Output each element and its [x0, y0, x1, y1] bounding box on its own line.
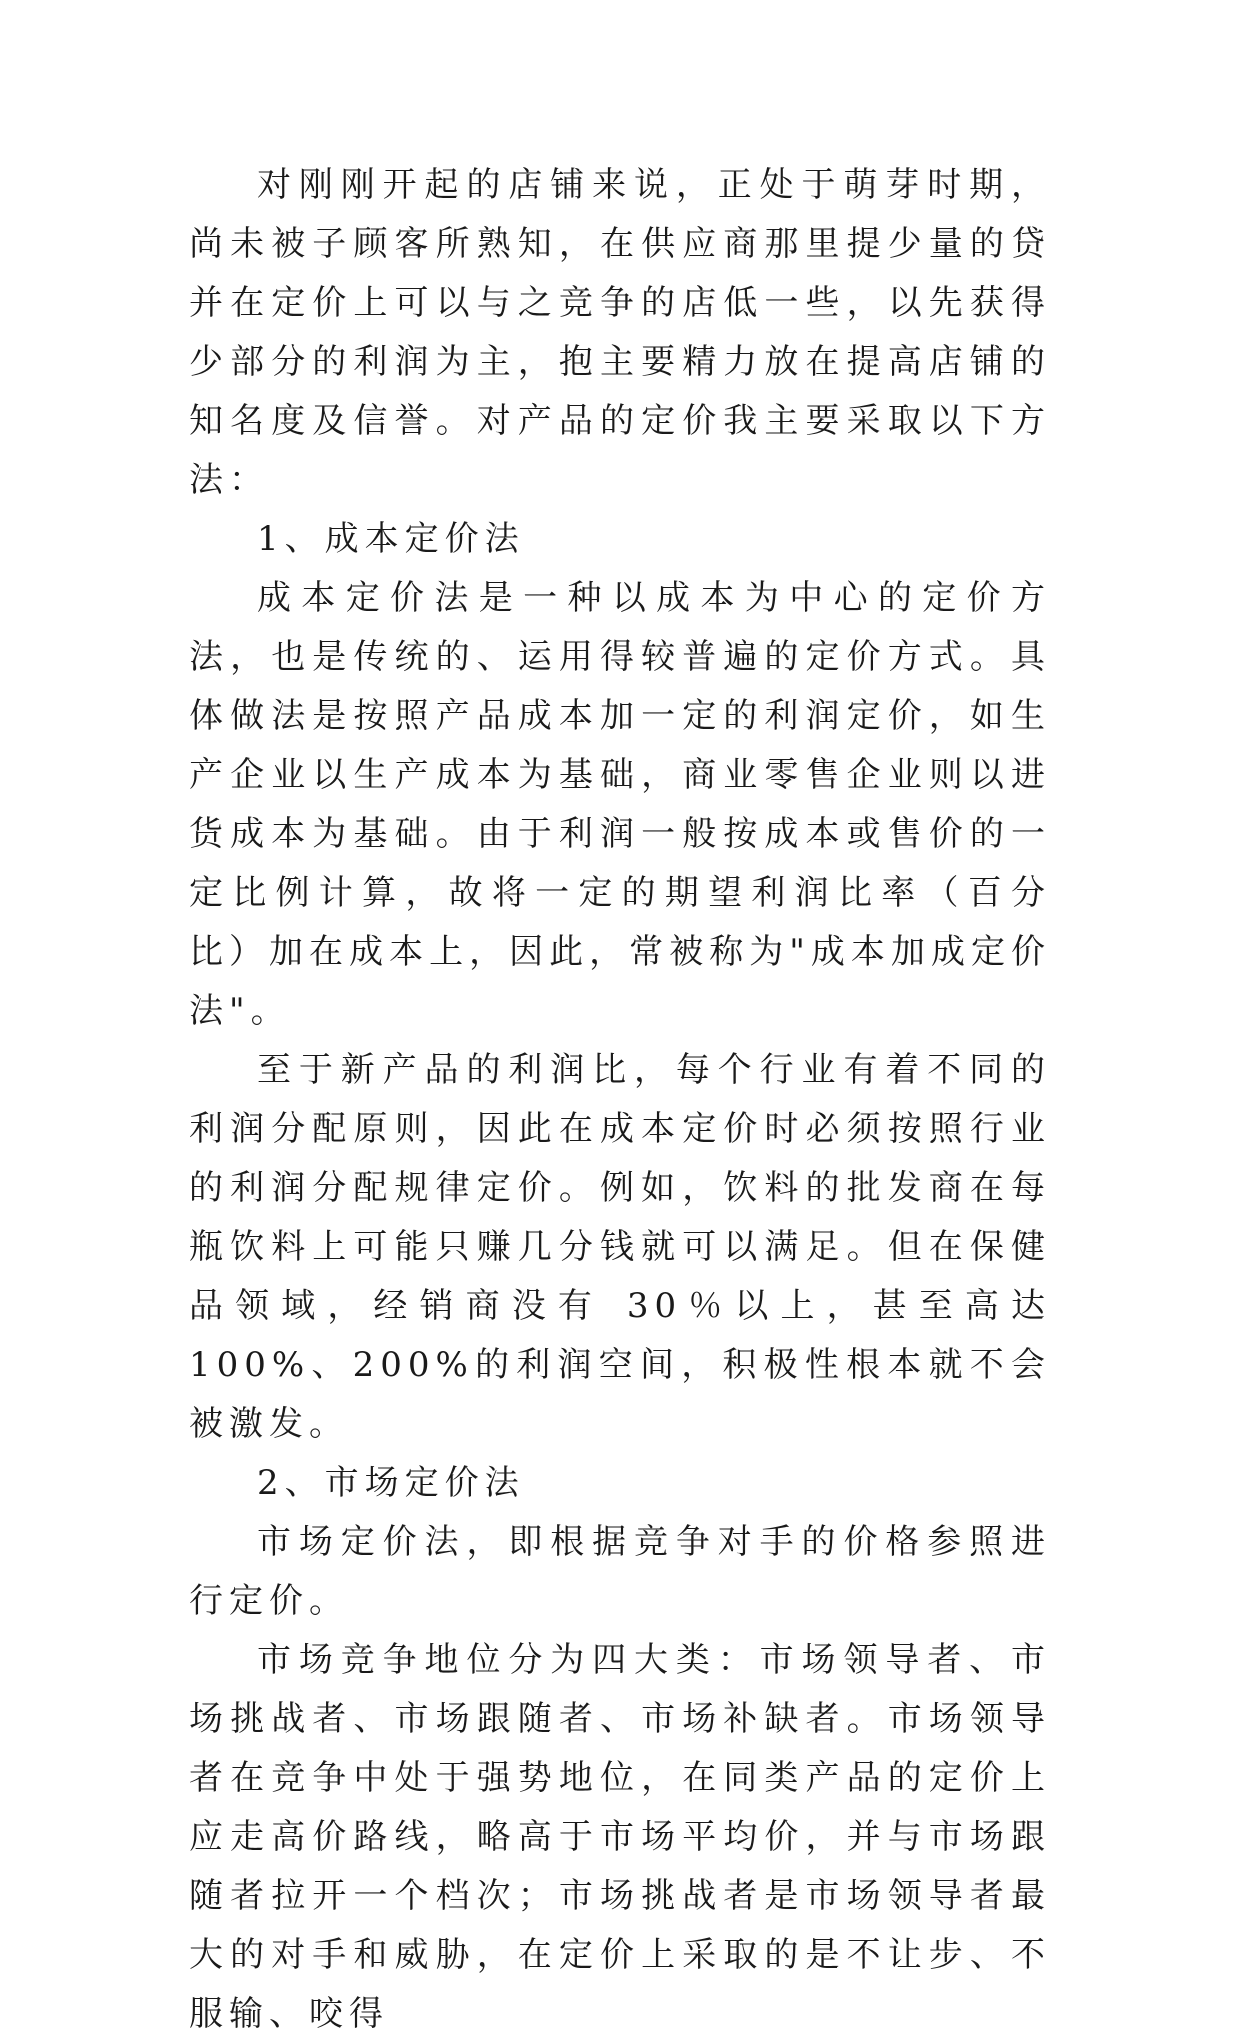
section-heading-market-pricing: 2、市场定价法: [257, 1463, 525, 1503]
section-heading-cost-pricing: 1、成本定价法: [257, 519, 525, 559]
paragraph-cost-pricing-definition: 成本定价法是一种以成本为中心的定价方法，也是传统的、运用得较普遍的定价方式。具体做法是按照产品成本加一定的利润定价，如生产企业以生产成本为基础，商业零售企业则以进货成本为基础。由于利润一般按成本或售价的一定比例计算，故将一定的期望利润比率（百分比）加在成本上，因此，常被称为"成本加成定价法"。: [189, 578, 1051, 1031]
document-page: [189, 156, 1051, 2044]
paragraph-market-positions: 市场竞争地位分为四大类：市场领导者、市场挑战者、市场跟随者、市场补缺者。市场领导者在竞争中处于强势地位，在同类产品的定价上应走高价路线，略高于市场平均价，并与市场跟随者拉开一个档次；市场挑战者是市场领导者最大的对手和威胁，在定价上采取的是不让步、不服输、咬得: [189, 1640, 1051, 2034]
paragraph-intro: 对刚刚开起的店铺来说，正处于萌芽时期，尚未被子顾客所熟知，在供应商那里提少量的贷并在定价上可以与之竞争的店低一些，以先获得少部分的利润为主，抱主要精力放在提高店铺的知名度及信誉。对产品的定价我主要采取以下方法：: [189, 165, 1051, 500]
paragraph-market-pricing-definition: 市场定价法，即根据竞争对手的价格参照进行定价。: [189, 1522, 1051, 1621]
paragraph-profit-ratio: 至于新产品的利润比，每个行业有着不同的利润分配原则，因此在成本定价时必须按照行业的利润分配规律定价。例如，饮料的批发商在每瓶饮料上可能只赚几分钱就可以满足。但在保健品领域，经销商没有 30％以上，甚至高达100%、200%的利润空间，积极性根本就不会被激发。: [189, 1050, 1051, 1444]
